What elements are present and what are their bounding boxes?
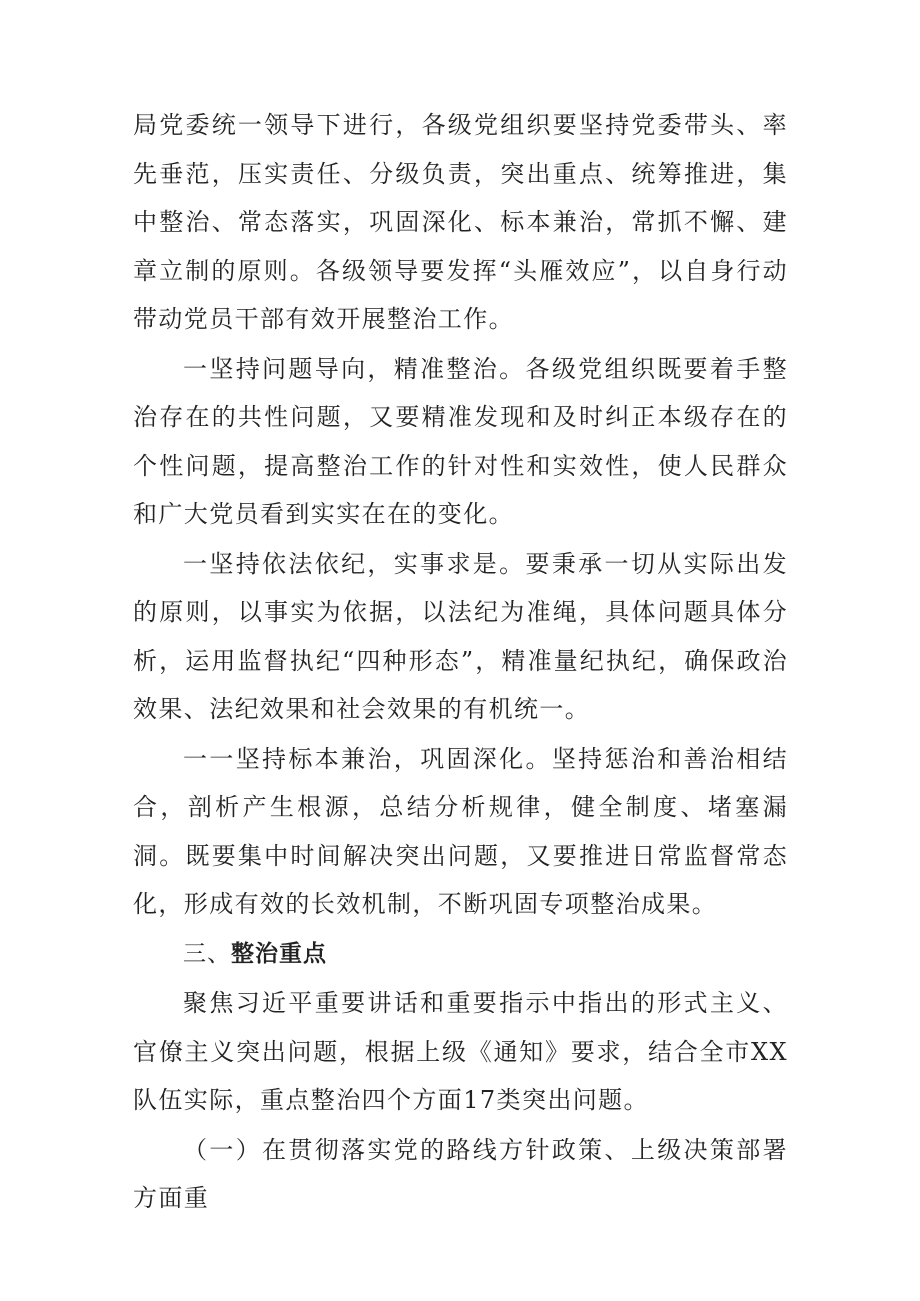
paragraph-continued-principles: 局党委统一领导下进行，各级党组织要坚持党委带头、率先垂范，压实责任、分级负责，突出重点、统筹推进，集中整治、常态落实，巩固深化、标本兼治，常抓不懈、建章立制的原则。各级领导要发挥“头雁效应”，以自身行动带动党员干部有效开展整治工作。 [133,111,788,333]
paragraph-focus-issues: 聚焦习近平重要讲话和重要指示中指出的形式主义、官僚主义突出问题，根据上级《通知》要求，结合全市XX队伍实际，重点整治四个方面17类突出问题。 [133,989,788,1114]
section-heading-title: 整治重点 [231,940,327,967]
section-heading-number: 三、 [183,940,231,967]
paragraph-problem-oriented: 一坚持问题导向，精准整治。各级党组织既要着手整治存在的共性问题，又要精准发现和及时纠正本级存在的个性问题，提高整治工作的针对性和实效性，使人民群众和广大党员看到实实在在的变化。 [133,354,788,528]
document-body [133,101,788,1223]
paragraph-root-cause: 一一坚持标本兼治，巩固深化。坚持惩治和善治相结合，剖析产生根源，总结分析规律，健全制度、堵塞漏洞。既要集中时间解决突出问题，又要推进日常监督常态化，形成有效的长效机制，不断巩固专项整治成果。 [133,744,788,918]
paragraph-subsection-one: （一）在贯彻落实党的路线方针政策、上级决策部署方面重 [133,1135,788,1212]
section-heading [133,930,788,979]
paragraph-law-discipline: 一坚持依法依纪，实事求是。要秉承一切从实际出发的原则，以事实为依据，以法纪为准绳，具体问题具体分析，运用监督执纪“四种形态”，精准量纪执纪，确保政治效果、法纪效果和社会效果的有机统一。 [133,549,788,723]
